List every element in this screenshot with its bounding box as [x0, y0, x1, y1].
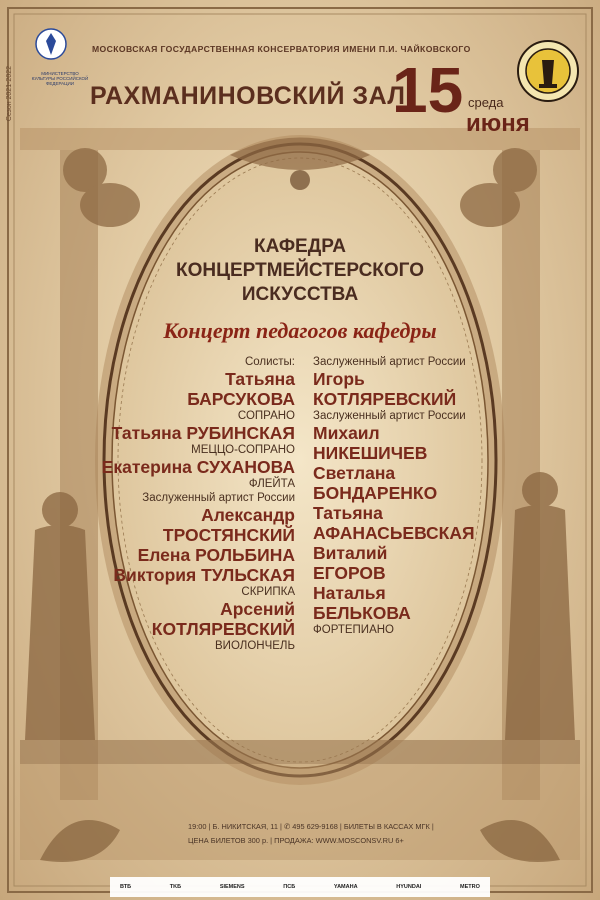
ministry-label: МИНИСТЕРСТВО КУЛЬТУРЫ РОССИЙСКОЙ ФЕДЕРАЦИИ	[31, 71, 89, 86]
partner-logo: METRO	[460, 884, 480, 890]
department-line-2: КОНЦЕРТМЕЙСТЕРСКОГО	[176, 260, 424, 281]
performer-role: СКРИПКА	[241, 586, 295, 598]
hall-name: РАХМАНИНОВСКИЙ ЗАЛ	[90, 82, 406, 110]
performer-role: Заслуженный артист России	[313, 410, 466, 422]
partner-logo: YAMAHA	[333, 884, 358, 890]
performer-name: АФАНАСЬЕВСКАЯ	[313, 523, 475, 543]
performer-name: ЕГОРОВ	[313, 563, 386, 583]
performers-left-column	[75, 355, 295, 653]
partner-logo: HYUNDAI	[396, 884, 422, 890]
performer-name: НИКЕШИЧЕВ	[313, 443, 428, 463]
partner-logos	[120, 880, 480, 894]
performer-name: БАРСУКОВА	[187, 389, 295, 409]
footer-info-line-1: 19:00 | Б. НИКИТСКАЯ, 11 | ✆ 495 629-9168 | БИЛЕТЫ В КАССАХ МГК |	[188, 822, 434, 831]
performer-name: Александр	[201, 505, 295, 525]
department-line-1: КАФЕДРА	[254, 236, 346, 257]
performer-role: СОПРАНО	[237, 410, 295, 422]
performers-right-column	[313, 355, 533, 637]
performer-role: ВИОЛОНЧЕЛЬ	[215, 640, 295, 652]
performer-role: ФЛЕЙТА	[248, 478, 295, 490]
concert-title: Концерт педагогов кафедры	[163, 318, 437, 343]
performer-role: Солисты:	[244, 356, 295, 368]
performer-name: Татьяна	[313, 503, 383, 523]
season-label: Сезон 2021-2022	[6, 66, 13, 122]
performer-name: Елена РОЛЬБИНА	[137, 545, 295, 565]
performer-name: Игорь	[313, 369, 365, 389]
performer-role: МЕЦЦО-СОПРАНО	[191, 444, 295, 456]
partner-logo: ВТБ	[120, 884, 132, 890]
conservatory-emblem-icon	[517, 40, 579, 102]
performer-name: ТРОСТЯНСКИЙ	[162, 525, 295, 545]
partner-logo: ПСБ	[283, 884, 296, 890]
performer-role: Заслуженный артист России	[313, 356, 466, 368]
performer-name: Екатерина СУХАНОВА	[101, 457, 295, 477]
concert-day: 15	[392, 54, 464, 126]
performer-name: БЕЛЬКОВА	[313, 603, 411, 623]
organization-name: МОСКОВСКАЯ ГОСУДАРСТВЕННАЯ КОНСЕРВАТОРИЯ ИМЕНИ П.И. ЧАЙКОВСКОГО	[92, 44, 471, 54]
performer-name: Виктория ТУЛЬСКАЯ	[113, 565, 295, 585]
performer-name: Михаил	[313, 423, 380, 443]
concert-month: июня	[466, 110, 530, 137]
performer-name: Светлана	[313, 463, 396, 483]
ministry-emblem-icon	[34, 27, 68, 67]
performer-name: Наталья	[313, 583, 386, 603]
footer-info-line-2: ЦЕНА БИЛЕТОВ 300 р. | ПРОДАЖА: WWW.MOSCONSV.RU 6+	[188, 836, 404, 845]
performer-role: ФОРТЕПИАНО	[313, 624, 394, 636]
concert-weekday: среда	[468, 95, 504, 110]
performer-name: Татьяна	[225, 369, 295, 389]
partner-logo: TKБ	[169, 884, 182, 890]
performer-name: Виталий	[313, 543, 388, 563]
performer-role: Заслуженный артист России	[142, 492, 295, 504]
performer-name: Татьяна РУБИНСКАЯ	[111, 423, 295, 443]
performer-name: КОТЛЯРЕВСКИЙ	[313, 389, 457, 409]
partner-logo: SIEMENS	[219, 884, 245, 890]
performer-name: БОНДАРЕНКО	[313, 483, 438, 503]
performer-name: КОТЛЯРЕВСКИЙ	[151, 619, 295, 639]
department-line-3: ИСКУССТВА	[241, 284, 359, 305]
performer-name: Арсений	[220, 599, 295, 619]
